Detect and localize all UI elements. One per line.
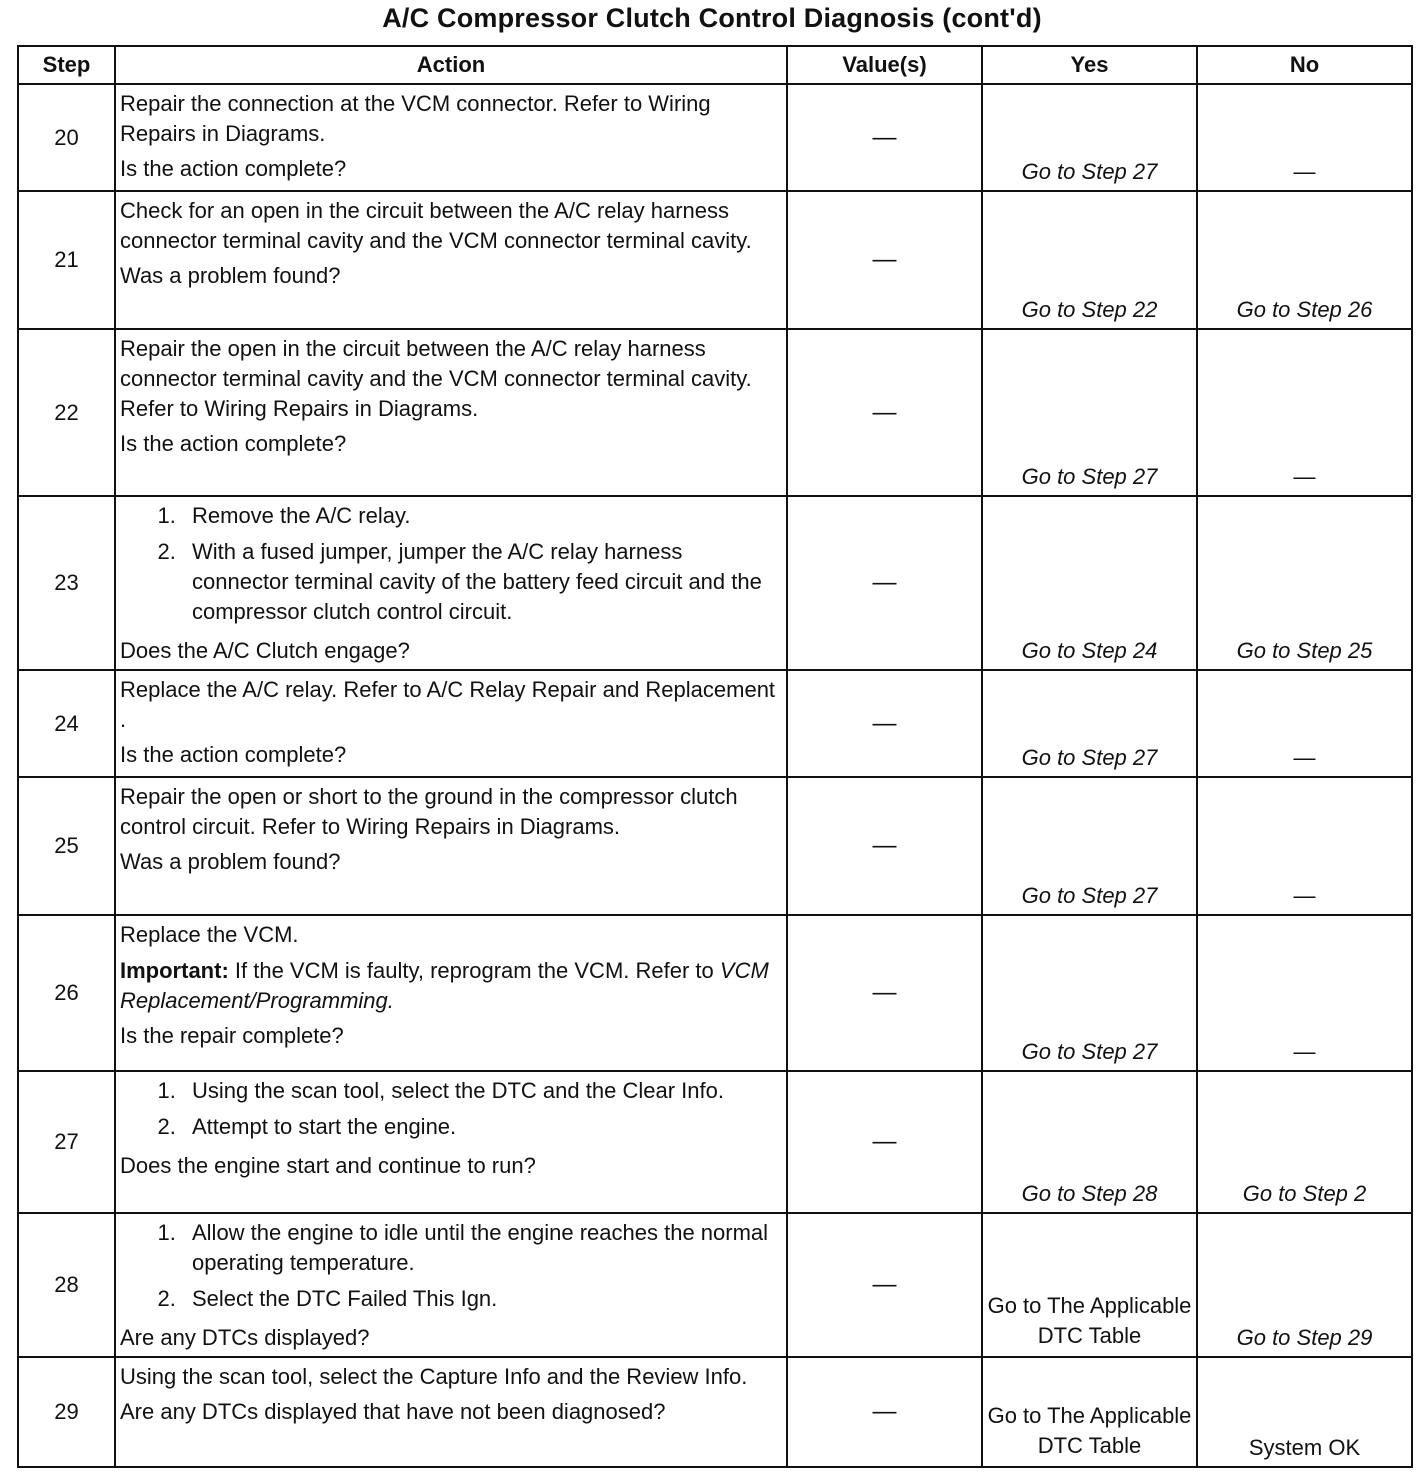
- header-step: Step: [18, 46, 115, 84]
- step-number: 20: [18, 84, 115, 191]
- no-cell: Go to Step 26: [1197, 191, 1412, 329]
- action-list: [120, 501, 780, 633]
- value-cell: —: [787, 1071, 982, 1213]
- value-cell: —: [787, 777, 982, 915]
- action-cell: [115, 1213, 787, 1357]
- table-row: [18, 496, 1412, 670]
- header-values: Value(s): [787, 46, 982, 84]
- action-text: Repair the connection at the VCM connector. Refer to Wiring Repairs in Diagrams.: [120, 91, 711, 146]
- important-note: [120, 956, 780, 1016]
- list-item: 2. Select the DTC Failed This Ign.: [182, 1284, 780, 1314]
- value-cell: —: [787, 329, 982, 496]
- step-number: 28: [18, 1213, 115, 1357]
- table-row: [18, 777, 1412, 915]
- yes-cell: Go to Step 27: [982, 777, 1197, 915]
- action-text: Replace the A/C relay. Refer to A/C Relay Repair and Replacement .: [120, 677, 776, 732]
- action-cell: [115, 329, 787, 496]
- step-number: 25: [18, 777, 115, 915]
- table-row: [18, 670, 1412, 777]
- yes-cell: Go to Step 22: [982, 191, 1197, 329]
- action-cell: [115, 777, 787, 915]
- list-item: 1. Using the scan tool, select the DTC and the Clear Info.: [182, 1076, 780, 1106]
- value-cell: —: [787, 496, 982, 670]
- action-text: Using the scan tool, select the Capture Info and the Review Info.: [120, 1364, 748, 1389]
- action-cell: [115, 496, 787, 670]
- table-row: [18, 1071, 1412, 1213]
- yes-cell: Go to Step 24: [982, 496, 1197, 670]
- important-text: If the VCM is faulty, reprogram the VCM. Refer to: [234, 958, 714, 983]
- no-cell: —: [1197, 670, 1412, 777]
- action-cell: [115, 670, 787, 777]
- step-number: 24: [18, 670, 115, 777]
- no-cell: Go to Step 2: [1197, 1071, 1412, 1213]
- header-no: No: [1197, 46, 1412, 84]
- list-item: 2. Attempt to start the engine.: [182, 1112, 780, 1142]
- action-text: Check for an open in the circuit between the A/C relay harness connector terminal cavity and the VCM connector terminal cavity.: [120, 198, 752, 253]
- action-question: Does the engine start and continue to run?: [120, 1153, 536, 1178]
- action-cell: [115, 1071, 787, 1213]
- action-list: [120, 1218, 780, 1320]
- table-row: [18, 1357, 1412, 1467]
- action-question: Is the repair complete?: [120, 1023, 344, 1048]
- no-cell: System OK: [1197, 1357, 1412, 1467]
- yes-cell: Go to The Applicable DTC Table: [982, 1357, 1197, 1467]
- list-item: 2. With a fused jumper, jumper the A/C relay harness connector terminal cavity of the battery feed circuit and the compressor clutch control circuit.: [182, 537, 780, 627]
- header-action: Action: [115, 46, 787, 84]
- value-cell: —: [787, 670, 982, 777]
- important-ref: VCM Replacement/Programming.: [120, 958, 769, 1013]
- no-cell: —: [1197, 329, 1412, 496]
- yes-cell: Go to Step 27: [982, 329, 1197, 496]
- yes-cell: Go to Step 27: [982, 915, 1197, 1071]
- step-number: 26: [18, 915, 115, 1071]
- table-row: [18, 329, 1412, 496]
- action-list: [120, 1076, 780, 1148]
- action-cell: [115, 191, 787, 329]
- action-question: Is the action complete?: [120, 742, 347, 767]
- action-text: Replace the VCM.: [120, 922, 299, 947]
- page-title: A/C Compressor Clutch Control Diagnosis (cont'd): [382, 3, 1042, 33]
- action-question: Is the action complete?: [120, 156, 347, 181]
- value-cell: —: [787, 1357, 982, 1467]
- action-question: Is the action complete?: [120, 431, 347, 456]
- no-cell: —: [1197, 777, 1412, 915]
- action-cell: [115, 84, 787, 191]
- action-question: Are any DTCs displayed that have not been diagnosed?: [120, 1399, 666, 1424]
- action-text: Repair the open in the circuit between the A/C relay harness connector terminal cavity and the VCM connector terminal cavity. Refer to Wiring Repairs in Diagrams.: [120, 336, 752, 421]
- value-cell: —: [787, 1213, 982, 1357]
- diagnosis-table: [17, 45, 1413, 1468]
- step-number: 29: [18, 1357, 115, 1467]
- value-cell: —: [787, 191, 982, 329]
- table-row: [18, 191, 1412, 329]
- action-question: Are any DTCs displayed?: [120, 1325, 370, 1350]
- table-row: [18, 915, 1412, 1071]
- yes-cell: Go to Step 27: [982, 84, 1197, 191]
- action-question: Was a problem found?: [120, 263, 341, 288]
- header-yes: Yes: [982, 46, 1197, 84]
- step-number: 22: [18, 329, 115, 496]
- table-row: [18, 84, 1412, 191]
- important-label: Important:: [120, 958, 229, 983]
- step-number: 27: [18, 1071, 115, 1213]
- table-row: [18, 1213, 1412, 1357]
- action-question: Was a problem found?: [120, 849, 341, 874]
- value-cell: —: [787, 84, 982, 191]
- yes-cell: Go to Step 28: [982, 1071, 1197, 1213]
- action-cell: [115, 1357, 787, 1467]
- step-number: 21: [18, 191, 115, 329]
- yes-cell: Go to The Applicable DTC Table: [982, 1213, 1197, 1357]
- list-item: 1. Remove the A/C relay.: [182, 501, 780, 531]
- step-number: 23: [18, 496, 115, 670]
- no-cell: Go to Step 29: [1197, 1213, 1412, 1357]
- no-cell: Go to Step 25: [1197, 496, 1412, 670]
- value-cell: —: [787, 915, 982, 1071]
- header-row: [18, 46, 1412, 84]
- list-item: 1. Allow the engine to idle until the engine reaches the normal operating temperature.: [182, 1218, 780, 1278]
- yes-cell: Go to Step 27: [982, 670, 1197, 777]
- no-cell: —: [1197, 84, 1412, 191]
- action-question: Does the A/C Clutch engage?: [120, 638, 410, 663]
- action-cell: [115, 915, 787, 1071]
- action-text: Repair the open or short to the ground in the compressor clutch control circuit. Refer to Wiring Repairs in Diagrams.: [120, 784, 738, 839]
- no-cell: —: [1197, 915, 1412, 1071]
